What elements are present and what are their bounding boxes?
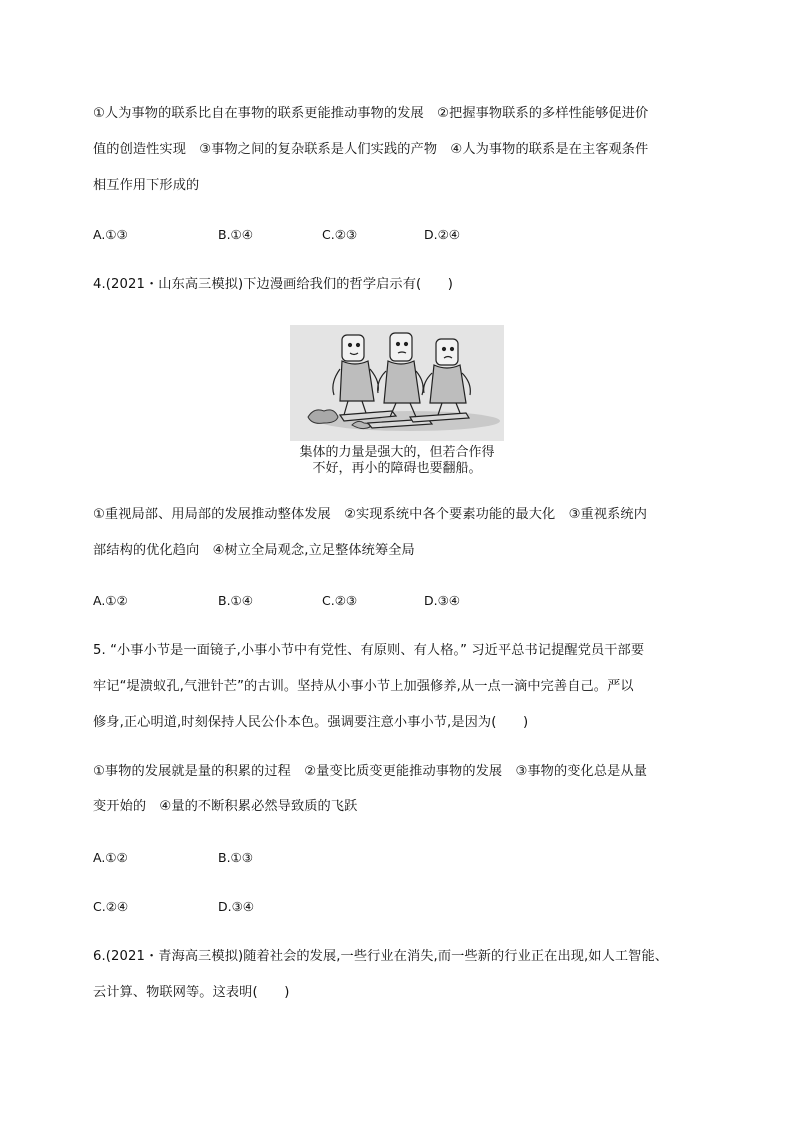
q3-stem-line-3: 相互作用下形成的 bbox=[93, 178, 200, 193]
q5-title-line-3: 修身,正心明道,时刻保持人民公仆本色。强调要注意小事小节,是因为( ) bbox=[93, 715, 529, 730]
q3-option-a: A.①③ bbox=[93, 227, 128, 242]
q5-stem-line-2: 变开始的 ④量的不断积累必然导致质的飞跃 bbox=[93, 799, 358, 814]
cartoon-image bbox=[290, 325, 504, 441]
q4-title: 4.(2021・山东高三模拟)下边漫画给我们的哲学启示有( ) bbox=[93, 277, 454, 292]
cartoon-caption bbox=[290, 445, 504, 477]
q3-option-d: D.②④ bbox=[424, 227, 461, 242]
q6-title-line-2: 云计算、物联网等。这表明( ) bbox=[93, 985, 290, 1000]
q5-option-c: C.②④ bbox=[93, 899, 129, 914]
q4-stem-line-1: ①重视局部、用局部的发展推动整体发展 ②实现系统中各个要素功能的最大化 ③重视系统内 bbox=[93, 507, 647, 522]
three-men-on-boards-illustration bbox=[290, 325, 504, 441]
q5-option-a: A.①② bbox=[93, 850, 128, 865]
q4-stem-line-2: 部结构的优化趋向 ④树立全局观念,立足整体统筹全局 bbox=[93, 543, 415, 558]
q4-option-c: C.②③ bbox=[322, 593, 358, 608]
q6-title-line-1: 6.(2021・青海高三模拟)随着社会的发展,一些行业在消失,而一些新的行业正在出现,如人工智能、 bbox=[93, 949, 669, 964]
q3-option-c: C.②③ bbox=[322, 227, 358, 242]
cartoon-caption-line-1: 集体的力量是强大的，但若合作得 bbox=[299, 445, 495, 460]
q5-title-line-2: 牢记“堤溃蚁孔,气泄针芒”的古训。坚持从小事小节上加强修养,从一点一滴中完善自己。严以 bbox=[93, 679, 634, 694]
q3-option-b: B.①④ bbox=[218, 227, 253, 242]
q5-option-b: B.①③ bbox=[218, 850, 253, 865]
q5-option-d: D.③④ bbox=[218, 899, 255, 914]
q5-title-line-1: 5. “小事小节是一面镜子,小事小节中有党性、有原则、有人格。” 习近平总书记提醒党员干部要 bbox=[93, 643, 645, 658]
q4-option-d: D.③④ bbox=[424, 593, 461, 608]
q3-stem-line-2: 值的创造性实现 ③事物之间的复杂联系是人们实践的产物 ④人为事物的联系是在主客观条件 bbox=[93, 142, 649, 157]
q4-option-a: A.①② bbox=[93, 593, 128, 608]
cartoon-caption-line-2: 不好，再小的障碍也要翻船。 bbox=[312, 461, 482, 476]
q4-option-b: B.①④ bbox=[218, 593, 253, 608]
q5-stem-line-1: ①事物的发展就是量的积累的过程 ②量变比质变更能推动事物的发展 ③事物的变化总是从量 bbox=[93, 764, 647, 779]
q3-stem-line-1: ①人为事物的联系比自在事物的联系更能推动事物的发展 ②把握事物联系的多样性能够促进价 bbox=[93, 106, 649, 121]
q4-cartoon-figure bbox=[290, 325, 504, 475]
